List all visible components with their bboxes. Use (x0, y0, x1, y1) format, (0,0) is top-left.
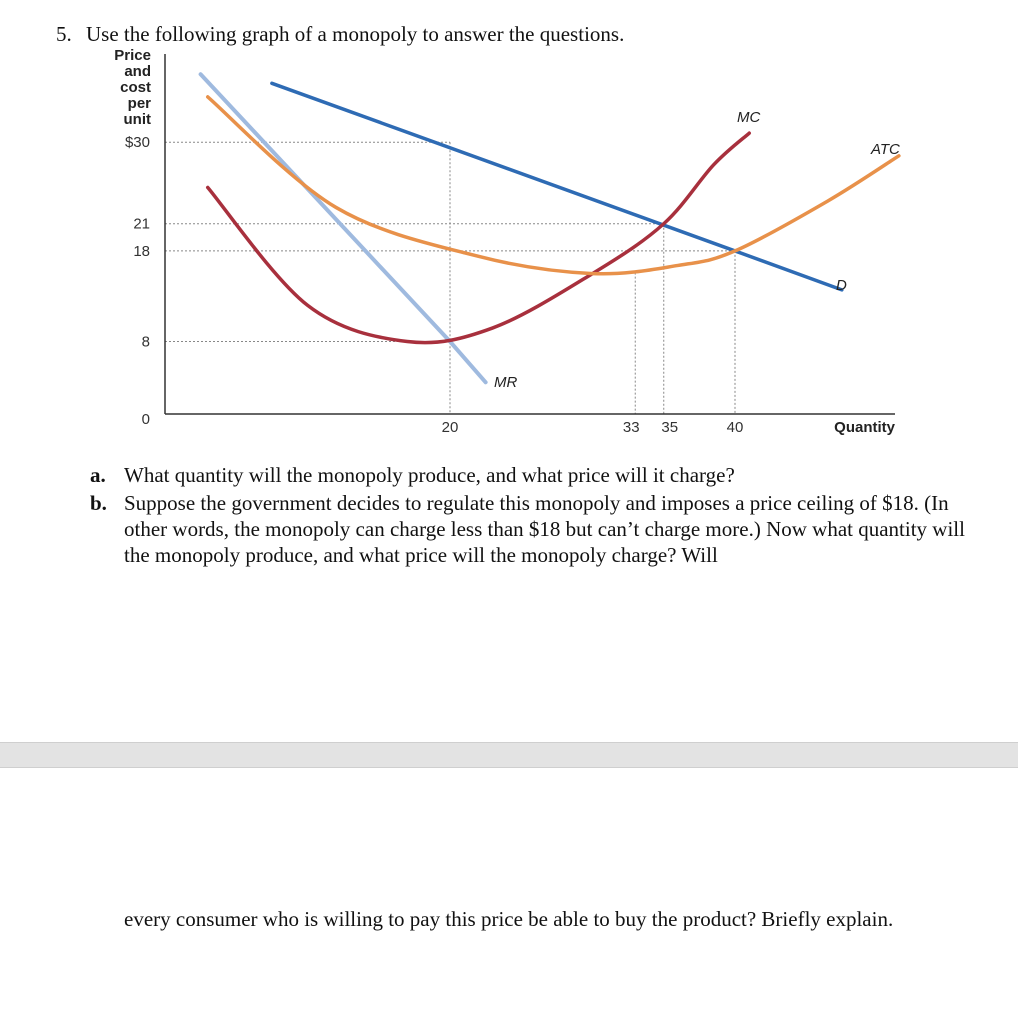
y-axis-label (114, 47, 151, 128)
part-b (90, 490, 970, 568)
question-prompt: Use the following graph of a monopoly to answer the questions. (86, 22, 625, 46)
x-tick-label: 33 (622, 419, 640, 436)
part-b-text: Suppose the government decides to regulate this monopoly and imposes a price ceiling of $18. (In other words, the monopoly can charge less than $18 but can’t charge more.) Now what quantity will the monopoly produce, and what price will the monopoly charge? Will (124, 491, 965, 567)
y-tick-label: $30 (124, 134, 150, 152)
curve-label-d: D (836, 277, 847, 294)
part-a-text: What quantity will the monopoly produce, and what price will it charge? (124, 463, 735, 487)
x-tick-label: 35 (661, 419, 679, 436)
part-a (90, 462, 735, 488)
part-b-label: b. (90, 491, 107, 515)
y-axis-label-line: cost (120, 79, 151, 96)
y-axis-label-line: unit (123, 111, 151, 128)
y-tick-label: 8 (141, 333, 150, 351)
curve-label-mr: MR (494, 374, 518, 391)
y-axis-label-line: per (127, 95, 151, 112)
part-a-label: a. (90, 463, 106, 487)
curve-label-atc: ATC (871, 141, 900, 158)
x-tick-label: 20 (441, 419, 459, 436)
question-number: 5. (56, 22, 72, 46)
y-tick-label: 21 (133, 215, 150, 233)
curve-labels (494, 109, 900, 391)
x-axis-label: Quantity (834, 419, 895, 436)
part-b-continuation: every consumer who is willing to pay this price be able to buy the product? Briefly explain. (124, 907, 894, 931)
guide-lines (165, 142, 735, 414)
y-axis-label-line: Price (114, 47, 151, 64)
curves (201, 74, 899, 382)
curve-mc (208, 133, 750, 343)
y-tick-label: 0 (141, 411, 150, 428)
y-axis-label-line: and (124, 63, 151, 80)
x-tick-label: 40 (726, 419, 744, 436)
curve-mr (201, 74, 486, 382)
axes (165, 54, 895, 414)
page-divider (0, 742, 1018, 768)
monopoly-chart (0, 40, 1018, 440)
curve-label-mc: MC (737, 109, 761, 126)
y-tick-label: 18 (133, 242, 150, 260)
